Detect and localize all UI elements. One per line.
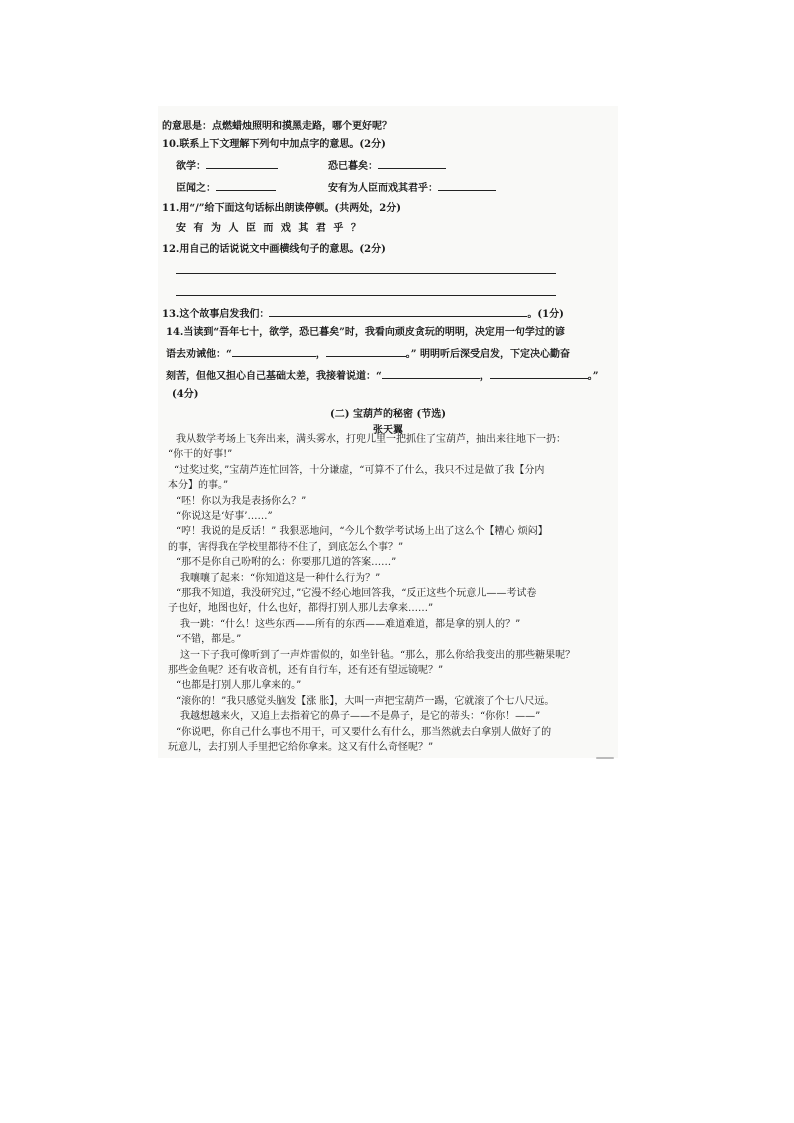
passage-line: “哼！我说的是反话！” 我狠恶地问，“今儿个数学考试场上出了这么个【糟心 烦闷】 xyxy=(176,526,548,538)
passage-line: “那不是你自己吩咐的么：你要那几道的答案……” xyxy=(176,557,397,569)
q14-text-d: 刻苦，但他又担心自己基础太差，我接着说道：“ xyxy=(166,371,382,382)
q14-text-a: 语去劝诫他：“ xyxy=(166,349,232,360)
q14-line-1: 14.当读到“吾年七十，欲学，恐已暮矣”时，我看向顽皮贪玩的明明，决定用一句学过的谚 xyxy=(166,327,565,338)
passage-line: “那我不知道，我没研究过，”它漫不经心地回答我，“反正这些个玩意儿——考试卷 xyxy=(176,588,537,599)
passage-line: 这一下子我可像听到了一声炸雷似的，如坐针毡。“那么，那么你给我变出的那些糖果呢？ xyxy=(180,649,576,661)
answer-blank[interactable] xyxy=(490,368,588,379)
q13-prompt: 13.这个故事启发我们： xyxy=(162,309,270,320)
passage-line: “你说吧，你自己什么事也不用干，可又要什么有什么，那当然就去白拿别人做好了的 xyxy=(176,726,552,738)
passage-line: “滚你的！”我只感觉头脑发【涨 胀】，大叫一声把宝葫芦一踢，它就滚了个七八尺远。 xyxy=(176,695,555,707)
q10-item-3 xyxy=(176,180,276,196)
answer-blank[interactable] xyxy=(269,306,527,317)
passage-line: 我从数学考场上飞奔出来，满头雾水，打兜儿里一把抓住了宝葫芦，抽出来往地下一扔： xyxy=(176,434,566,445)
q11-prompt: 11.用“/”给下面这句话标出朗读停顿。(共两处，2分) xyxy=(162,203,401,214)
passage-line: 本分】的事。” xyxy=(168,480,229,492)
q14-text-f: 。” xyxy=(587,371,599,382)
passage-line: 我越想越来火，又追上去指着它的鼻子——不是鼻子，是它的蒂头：“你你！——” xyxy=(180,711,541,723)
q10-word-4: 安有为人臣而戏其君乎： xyxy=(328,183,438,194)
q14-text-b: ， xyxy=(315,349,326,360)
answer-blank[interactable] xyxy=(438,180,496,191)
scan-mark xyxy=(596,757,614,759)
passage-line: 玩意儿，去打别人手里把它给你拿来。这又有什么奇怪呢？” xyxy=(168,742,434,753)
answer-blank[interactable] xyxy=(326,346,406,357)
q12-answer-line-2[interactable] xyxy=(176,295,556,296)
answer-blank[interactable] xyxy=(216,180,276,191)
passage-author: 张天翼 xyxy=(373,425,403,436)
q13-line xyxy=(162,306,564,322)
passage-line: “呸！你以为我是表扬你么？” xyxy=(176,495,307,507)
q13-score: 。(1分) xyxy=(527,309,564,320)
q14-text-e: ， xyxy=(479,371,490,382)
q14-line-2 xyxy=(166,346,570,362)
q11-sentence: 安 有 为 人 臣 而 戏 其 君 乎 ？ xyxy=(176,223,363,234)
answer-blank[interactable] xyxy=(378,158,446,169)
q14-text-c: 。” 明明听后深受启发，下定决心勤奋 xyxy=(405,349,570,360)
q10-prompt: 10.联系上下文理解下列句中加点字的意思。(2分) xyxy=(162,139,386,150)
passage-title: (二) 宝葫芦的秘密 (节选) xyxy=(330,409,446,420)
q12-answer-line-1[interactable] xyxy=(176,273,556,274)
passage-line: 子也好，地图也好，什么也好，都得打别人那儿去拿来……” xyxy=(168,603,434,615)
q10-word-2: 恐已暮矣： xyxy=(328,161,378,172)
q10-word-1: 欲学： xyxy=(176,161,206,172)
passage-line: 那些金鱼呢？还有收音机，还有自行车，还有还有望远镜呢？” xyxy=(168,665,444,676)
passage-line: “也都是打别人那儿拿来的。” xyxy=(176,680,302,692)
q14-line-3 xyxy=(166,368,599,384)
passage-line: 我一跳：“什么！这些东西——所有的东西——难道难道，都是拿的别人的？” xyxy=(180,618,521,630)
passage-line: 我嚷嚷了起来：“你知道这是一种什么行为？” xyxy=(180,572,381,584)
answer-blank[interactable] xyxy=(232,346,316,357)
answer-blank[interactable] xyxy=(206,158,278,169)
passage-line: “不错，都是。” xyxy=(176,634,242,646)
passage-line: “你干的好事!” xyxy=(168,449,233,461)
q14-score: (4分) xyxy=(172,389,199,400)
q12-prompt: 12.用自己的话说说文中画横线句子的意思。(2分) xyxy=(162,244,386,255)
q10-item-2 xyxy=(328,158,446,174)
q10-item-4 xyxy=(328,180,496,196)
passage-line: “你说这是‘好事’……” xyxy=(176,511,273,522)
q9-continuation: 的意思是：点燃蜡烛照明和摸黑走路，哪个更好呢？ xyxy=(162,121,392,132)
q10-item-1 xyxy=(176,158,278,174)
passage-line: 的事，害得我在学校里都待不住了，到底怎么个事？” xyxy=(168,541,404,553)
q10-word-3: 臣闻之： xyxy=(176,183,216,194)
answer-blank[interactable] xyxy=(382,368,480,379)
passage-line: “过奖过奖，”宝葫芦连忙回答，十分谦虚，“可算不了什么，我只不过是做了我【分内 xyxy=(174,464,545,476)
